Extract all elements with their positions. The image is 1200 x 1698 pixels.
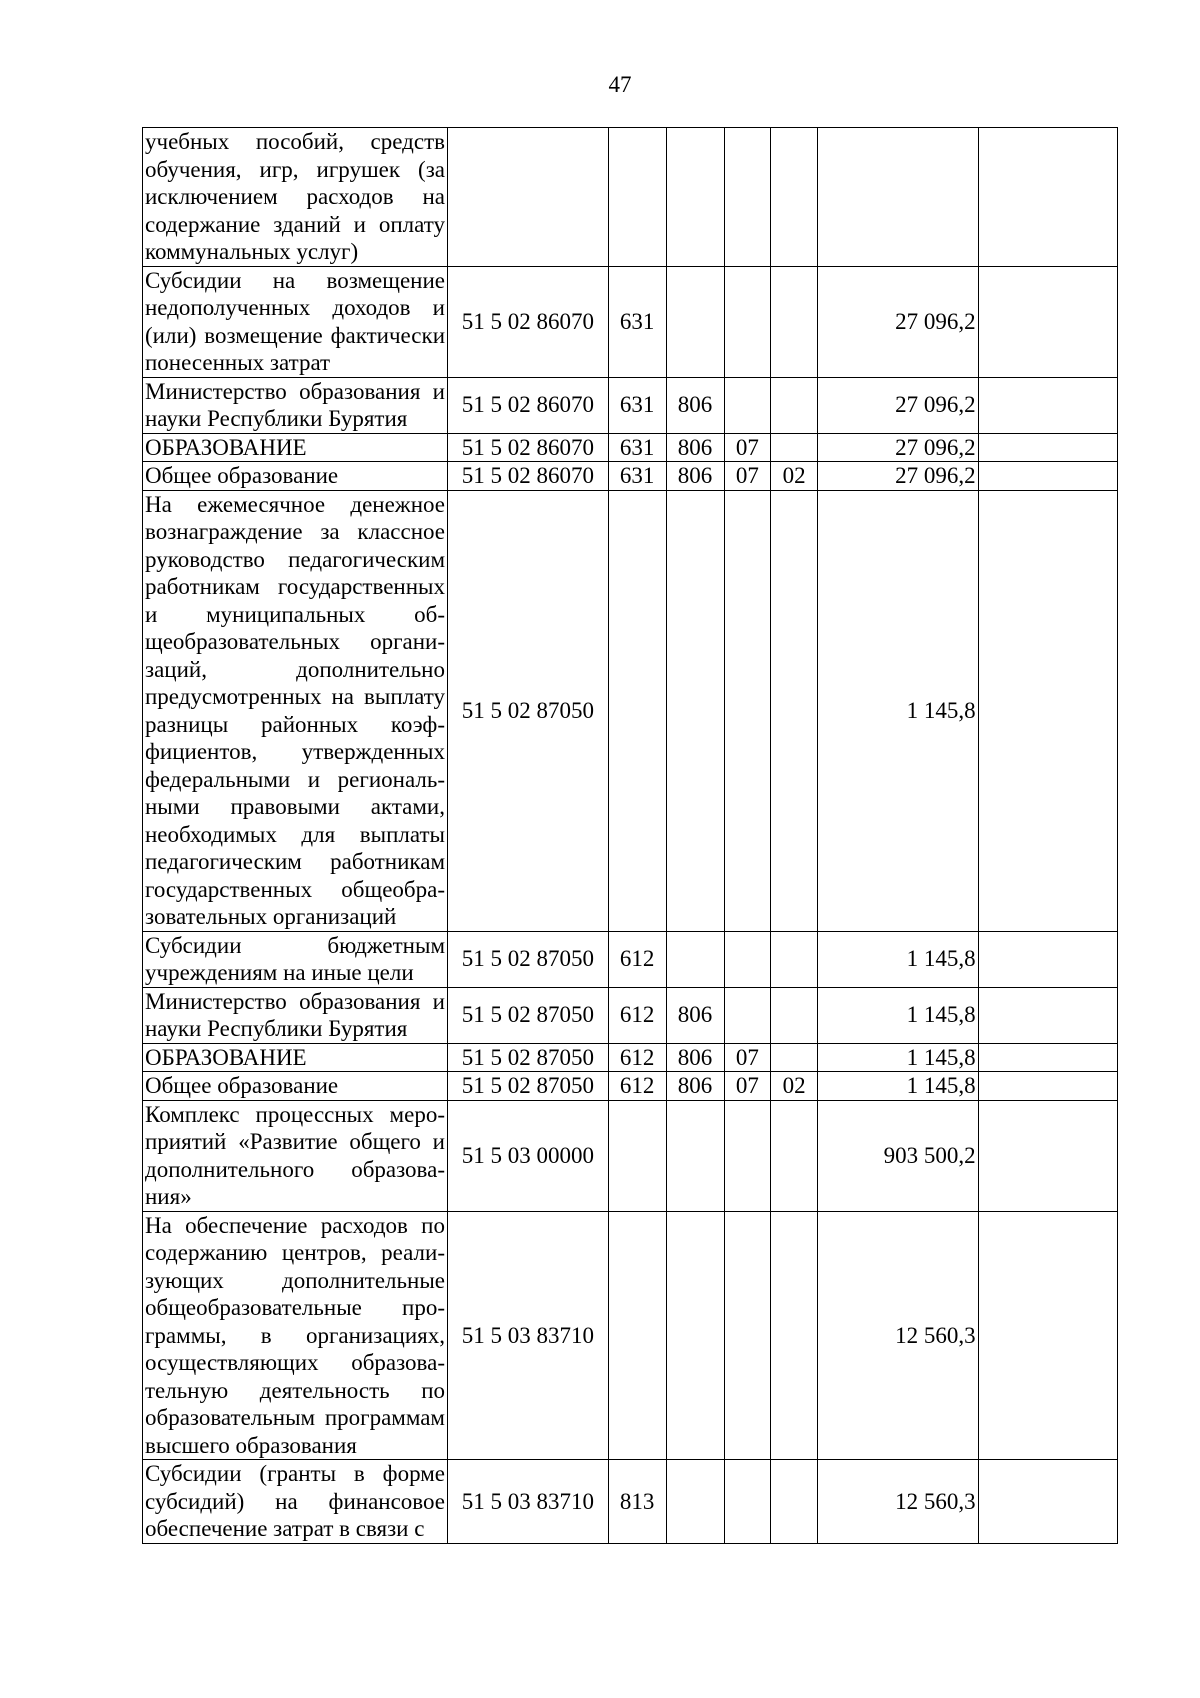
ministry-code-cell <box>666 490 724 931</box>
expense-type-cell <box>608 490 666 931</box>
extra-cell <box>978 1072 1117 1101</box>
table-row <box>143 1211 1118 1460</box>
target-article-code-cell: 51 5 02 87050 <box>448 1072 609 1101</box>
extra-cell <box>978 266 1117 377</box>
expense-type-cell: 631 <box>608 377 666 433</box>
amount-cell: 12 560,3 <box>818 1211 979 1460</box>
table-row <box>143 128 1118 267</box>
expense-type-cell <box>608 128 666 267</box>
ministry-code-cell: 806 <box>666 1043 724 1072</box>
table-row <box>143 987 1118 1043</box>
table-row <box>143 1043 1118 1072</box>
ministry-code-cell <box>666 1100 724 1211</box>
expense-type-cell: 612 <box>608 1072 666 1101</box>
amount-cell: 1 145,8 <box>818 1043 979 1072</box>
subsection-cell <box>771 377 818 433</box>
amount-cell <box>818 128 979 267</box>
row-name-cell: Общее образование <box>143 1072 448 1101</box>
subsection-cell: 02 <box>771 1072 818 1101</box>
extra-cell <box>978 1043 1117 1072</box>
target-article-code-cell <box>448 128 609 267</box>
table-row <box>143 1072 1118 1101</box>
extra-cell <box>978 490 1117 931</box>
expense-type-cell: 631 <box>608 462 666 491</box>
ministry-code-cell: 806 <box>666 1072 724 1101</box>
table-row <box>143 462 1118 491</box>
row-name-cell: На ежемесячное денежное вознаграждение за классное руководство педагогическим работникам государственных и муниципальных общеобразовательных организаций, дополнительно предусмотренных на выплату разницы районных коэффициентов, утвержденных федеральными и региональными правовыми актами, необходимых для выплаты педагогическим работникам государственных общеобразовательных организаций <box>143 490 448 931</box>
row-name-cell: На обеспечение расходов по содержанию центров, реализующих дополнительные общеобразовательные программы, в организациях, осуществляющих образовательную деятельность по образовательным программам высшего образования <box>143 1211 448 1460</box>
expense-type-cell: 612 <box>608 987 666 1043</box>
target-article-code-cell: 51 5 02 86070 <box>448 462 609 491</box>
subsection-cell <box>771 433 818 462</box>
subsection-cell: 02 <box>771 462 818 491</box>
row-name-cell: ОБРАЗОВАНИЕ <box>143 1043 448 1072</box>
target-article-code-cell: 51 5 03 00000 <box>448 1100 609 1211</box>
ministry-code-cell: 806 <box>666 377 724 433</box>
row-name-cell: Субсидии бюджетным учреждениям на иные цели <box>143 931 448 987</box>
extra-cell <box>978 433 1117 462</box>
expense-type-cell: 612 <box>608 931 666 987</box>
subsection-cell <box>771 1043 818 1072</box>
row-name-cell: ОБРАЗОВАНИЕ <box>143 433 448 462</box>
target-article-code-cell: 51 5 02 87050 <box>448 1043 609 1072</box>
table-row <box>143 931 1118 987</box>
amount-cell: 12 560,3 <box>818 1460 979 1544</box>
page-number: 47 <box>608 72 632 97</box>
target-article-code-cell: 51 5 03 83710 <box>448 1460 609 1544</box>
section-cell <box>724 490 771 931</box>
target-article-code-cell: 51 5 03 83710 <box>448 1211 609 1460</box>
ministry-code-cell <box>666 1211 724 1460</box>
ministry-code-cell: 806 <box>666 433 724 462</box>
amount-cell: 1 145,8 <box>818 931 979 987</box>
amount-cell: 27 096,2 <box>818 377 979 433</box>
table-row <box>143 377 1118 433</box>
subsection-cell <box>771 490 818 931</box>
expense-type-cell: 631 <box>608 266 666 377</box>
extra-cell <box>978 1211 1117 1460</box>
amount-cell: 1 145,8 <box>818 1072 979 1101</box>
expense-type-cell <box>608 1100 666 1211</box>
row-name-cell: учебных пособий, средств обучения, игр, игрушек (за исключением расходов на содержание зданий и оплату коммунальных услуг) <box>143 128 448 267</box>
table-row <box>143 1100 1118 1211</box>
amount-cell: 1 145,8 <box>818 987 979 1043</box>
section-cell: 07 <box>724 1072 771 1101</box>
target-article-code-cell: 51 5 02 87050 <box>448 490 609 931</box>
extra-cell <box>978 1460 1117 1544</box>
extra-cell <box>978 931 1117 987</box>
target-article-code-cell: 51 5 02 86070 <box>448 266 609 377</box>
subsection-cell <box>771 931 818 987</box>
ministry-code-cell <box>666 128 724 267</box>
section-cell: 07 <box>724 462 771 491</box>
extra-cell <box>978 462 1117 491</box>
amount-cell: 903 500,2 <box>818 1100 979 1211</box>
section-cell <box>724 987 771 1043</box>
amount-cell: 1 145,8 <box>818 490 979 931</box>
target-article-code-cell: 51 5 02 86070 <box>448 433 609 462</box>
row-name-cell: Субсидии на возмещение недополученных доходов и (или) возмещение фактически понесенных затрат <box>143 266 448 377</box>
extra-cell <box>978 987 1117 1043</box>
row-name-cell: Министерство образования и науки Республики Бурятия <box>143 377 448 433</box>
target-article-code-cell: 51 5 02 87050 <box>448 987 609 1043</box>
subsection-cell <box>771 1100 818 1211</box>
section-cell <box>724 377 771 433</box>
section-cell <box>724 266 771 377</box>
ministry-code-cell <box>666 266 724 377</box>
section-cell <box>724 1211 771 1460</box>
section-cell: 07 <box>724 1043 771 1072</box>
budget-table <box>142 127 1118 1544</box>
ministry-code-cell <box>666 1460 724 1544</box>
expense-type-cell: 813 <box>608 1460 666 1544</box>
table-row <box>143 490 1118 931</box>
section-cell: 07 <box>724 433 771 462</box>
amount-cell: 27 096,2 <box>818 462 979 491</box>
row-name-cell: Министерство образования и науки Республики Бурятия <box>143 987 448 1043</box>
subsection-cell <box>771 1211 818 1460</box>
extra-cell <box>978 128 1117 267</box>
extra-cell <box>978 1100 1117 1211</box>
subsection-cell <box>771 266 818 377</box>
target-article-code-cell: 51 5 02 86070 <box>448 377 609 433</box>
extra-cell <box>978 377 1117 433</box>
amount-cell: 27 096,2 <box>818 266 979 377</box>
ministry-code-cell: 806 <box>666 987 724 1043</box>
section-cell <box>724 128 771 267</box>
row-name-cell: Субсидии (гранты в форме субсидий) на финансовое обеспечение затрат в связи с <box>143 1460 448 1544</box>
table-row <box>143 433 1118 462</box>
section-cell <box>724 1100 771 1211</box>
subsection-cell <box>771 987 818 1043</box>
amount-cell: 27 096,2 <box>818 433 979 462</box>
subsection-cell <box>771 128 818 267</box>
table-row <box>143 1460 1118 1544</box>
expense-type-cell <box>608 1211 666 1460</box>
table-row <box>143 266 1118 377</box>
subsection-cell <box>771 1460 818 1544</box>
expense-type-cell: 612 <box>608 1043 666 1072</box>
expense-type-cell: 631 <box>608 433 666 462</box>
section-cell <box>724 1460 771 1544</box>
row-name-cell: Комплекс процессных мероприятий «Развитие общего и дополнительного образования» <box>143 1100 448 1211</box>
target-article-code-cell: 51 5 02 87050 <box>448 931 609 987</box>
section-cell <box>724 931 771 987</box>
ministry-code-cell: 806 <box>666 462 724 491</box>
row-name-cell: Общее образование <box>143 462 448 491</box>
ministry-code-cell <box>666 931 724 987</box>
